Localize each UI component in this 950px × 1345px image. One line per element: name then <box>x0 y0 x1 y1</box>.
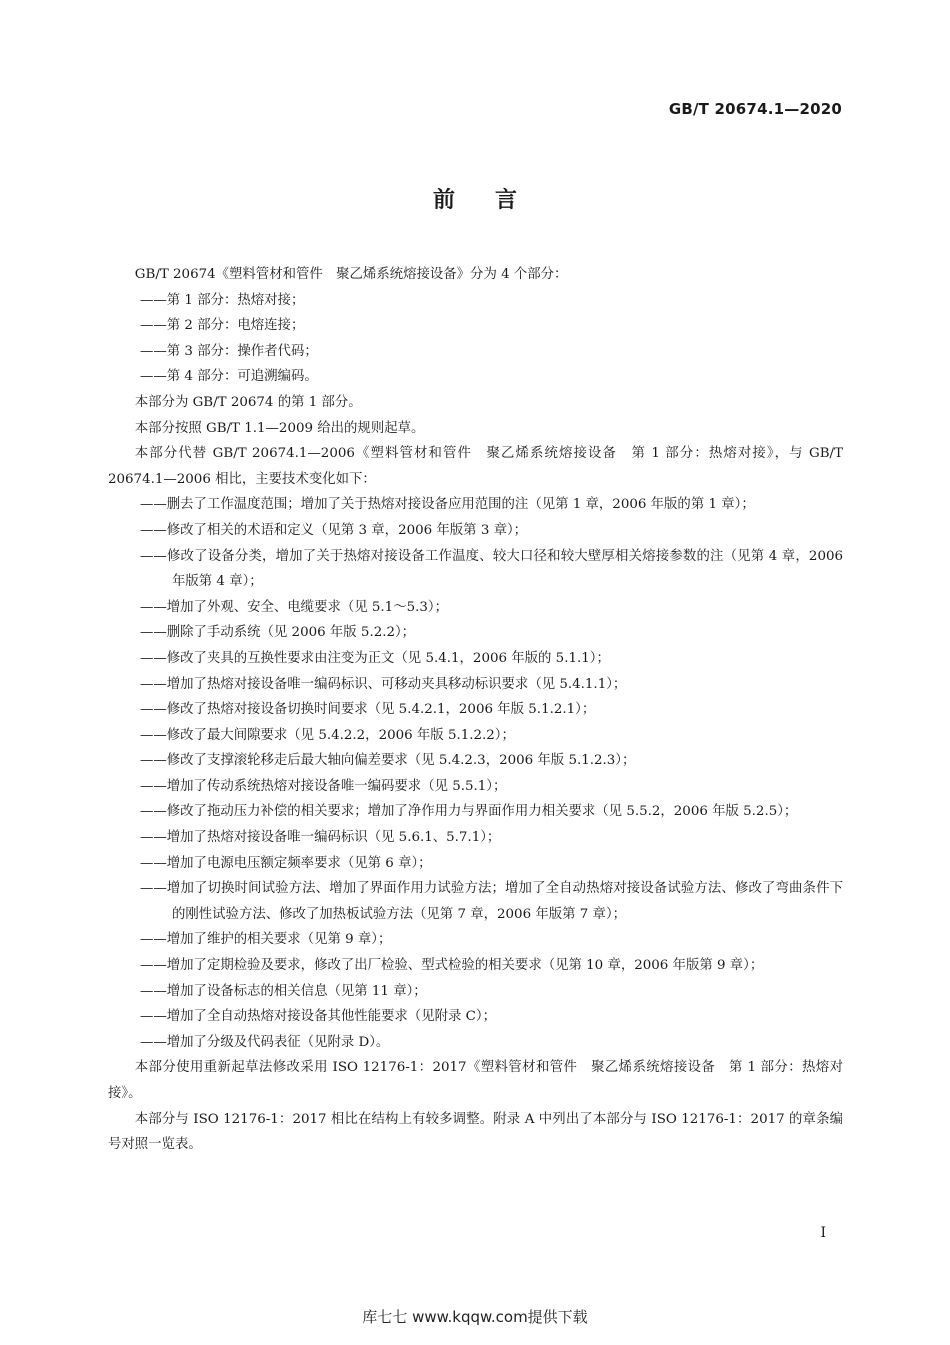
change-item: ——增加了外观、安全、电缆要求（见 5.1～5.3）； <box>140 599 448 615</box>
change-item: ——删除了手动系统（见 2006 年版 5.2.2）； <box>140 625 416 641</box>
paragraph: 本部分为 GB/T 20674 的第 1 部分。 <box>134 394 362 410</box>
paragraph: 本部分与 ISO 12176-1：2017 相比在结构上有较多调整。附录 A 中列出了本部分与 ISO 12176-1：2017 的章条编号对照一览表。 <box>108 1111 843 1153</box>
part-item: ——第 3 部分：操作者代码； <box>140 343 318 359</box>
change-item: ——增加了热熔对接设备唯一编码标识、可移动夹具移动标识要求（见 5.4.1.1）； <box>140 676 627 692</box>
change-item: ——增加了切换时间试验方法、增加了界面作用力试验方法；增加了全自动热熔对接设备试验方法、修改了弯曲条件下的刚性试验方法、修改了加热板试验方法（见第 7 章，2006 年版第 7 章）； <box>140 881 843 922</box>
change-item: ——增加了热熔对接设备唯一编码标识（见 5.6.1、5.7.1）； <box>140 830 501 846</box>
change-item: ——增加了维护的相关要求（见第 9 章）； <box>140 932 392 948</box>
change-item: ——修改了热熔对接设备切换时间要求（见 5.4.2.1，2006 年版 5.1.2.1）； <box>140 702 596 718</box>
change-item: ——增加了设备标志的相关信息（见第 11 章）； <box>140 983 427 999</box>
page-title: 前言 <box>432 188 557 213</box>
change-item: ——增加了传动系统热熔对接设备唯一编码要求（见 5.5.1）； <box>140 778 507 794</box>
change-item: ——增加了电源电压额定频率要求（见第 6 章）； <box>140 855 432 871</box>
footer-credit: 库七七 www.kqqw.com提供下载 <box>362 1308 588 1326</box>
change-item: ——增加了全自动热熔对接设备其他性能要求（见附录 C）； <box>140 1009 496 1025</box>
part-item: ——第 2 部分：电熔连接； <box>140 318 305 334</box>
paragraph: 本部分按照 GB/T 1.1—2009 给出的规则起草。 <box>134 420 425 436</box>
intro-paragraph: GB/T 20674《塑料管材和管件 聚乙烯系统熔接设备》分为 4 个部分： <box>134 267 568 282</box>
change-item: ——增加了定期检验及要求，修改了出厂检验、型式检验的相关要求（见第 10 章，2006 年版第 9 章）； <box>140 958 764 974</box>
foreword-body <box>108 262 843 1158</box>
change-item: ——修改了相关的术语和定义（见第 3 章，2006 年版第 3 章）； <box>140 522 528 538</box>
part-item: ——第 4 部分：可追溯编码。 <box>140 369 318 385</box>
change-item: ——修改了最大间隙要求（见 5.4.2.2，2006 年版 5.1.2.2）； <box>140 727 515 743</box>
page-number: I <box>820 1225 826 1241</box>
change-item: ——修改了拖动压力补偿的相关要求；增加了净作用力与界面作用力相关要求（见 5.5.2，2006 年版 5.2.5）； <box>140 804 798 820</box>
paragraph: 本部分代替 GB/T 20674.1—2006《塑料管材和管件 聚乙烯系统熔接设备 第 1 部分：热熔对接》，与 GB/T 20674.1—2006 相比，主要技术变化如下： <box>108 446 843 487</box>
paragraph: 本部分使用重新起草法修改采用 ISO 12176-1：2017《塑料管材和管件 聚乙烯系统熔接设备 第 1 部分：热熔对接》。 <box>108 1060 843 1101</box>
change-item: ——删去了工作温度范围；增加了关于热熔对接设备应用范围的注（见第 1 章，2006 年版的第 1 章）； <box>140 497 755 513</box>
change-item: ——修改了支撑滚轮移走后最大轴向偏差要求（见 5.4.2.3，2006 年版 5.1.2.3）； <box>140 753 636 769</box>
change-item: ——修改了设备分类，增加了关于热熔对接设备工作温度、较大口径和较大壁厚相关熔接参数的注（见第 4 章，2006 年版第 4 章）； <box>140 548 843 590</box>
part-item: ——第 1 部分：热熔对接； <box>140 292 305 308</box>
change-item: ——修改了夹具的互换性要求由注变为正文（见 5.4.1，2006 年版的 5.1.1）； <box>140 650 610 666</box>
standard-number: GB/T 20674.1—2020 <box>668 100 842 118</box>
change-item: ——增加了分级及代码表征（见附录 D）。 <box>140 1034 390 1050</box>
